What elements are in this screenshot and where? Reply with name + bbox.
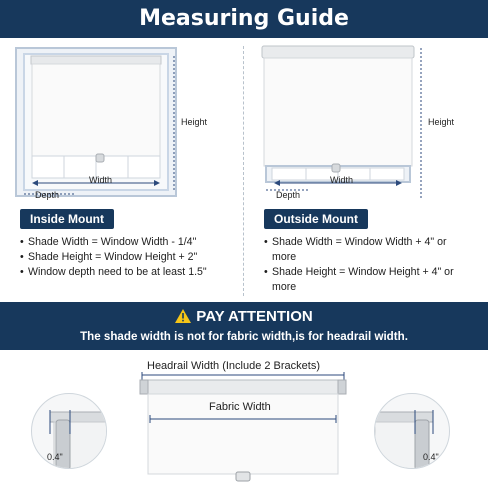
right-bracket-label: 0.4": [423, 452, 439, 462]
list-item: • Shade Width = Window Width - 1/4": [20, 235, 240, 250]
inside-depth-label: Depth: [35, 190, 60, 200]
list-item: • Shade Height = Window Height + 2": [20, 250, 240, 265]
column-divider: [243, 46, 244, 296]
outside-depth-label: Depth: [276, 190, 301, 200]
outside-height-label: Height: [428, 117, 455, 127]
list-item: • Shade Height = Window Height + 4" or more: [264, 265, 469, 295]
page-title: Measuring Guide: [139, 6, 349, 31]
outside-mount-badge: Outside Mount: [264, 209, 368, 229]
header-bar: [0, 0, 488, 38]
list-item: • Window depth need to be at least 1.5": [20, 265, 240, 280]
headrail-width-label: Headrail Width (Include 2 Brackets): [147, 360, 321, 372]
inside-mount-rules: [20, 235, 240, 280]
attention-banner: [0, 302, 488, 350]
inside-width-label: Width: [89, 175, 113, 185]
list-item: • Shade Width = Window Width + 4" or more: [264, 235, 469, 265]
attention-note: The shade width is not for fabric width,is for headrail width.: [80, 330, 408, 343]
outside-mount-rules: [264, 235, 469, 295]
attention-title-row: [0, 308, 488, 327]
inside-mount-badge: Inside Mount: [20, 209, 114, 229]
left-bracket-label: 0.4": [47, 452, 63, 462]
fabric-width-label: Fabric Width: [209, 401, 271, 413]
outside-width-label: Width: [330, 175, 354, 185]
inside-height-label: Height: [181, 117, 208, 127]
warning-icon: [175, 309, 191, 327]
headrail-diagram: [136, 372, 352, 484]
attention-title: PAY ATTENTION: [196, 308, 313, 325]
left-bracket-detail: [31, 393, 107, 469]
